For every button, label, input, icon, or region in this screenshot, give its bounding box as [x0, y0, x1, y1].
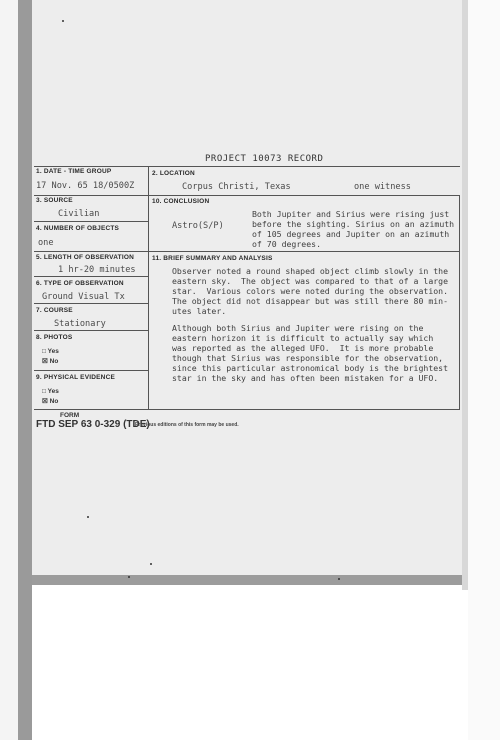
- scan-speck: [150, 563, 152, 565]
- evidence-no-option: [42, 397, 58, 405]
- conclusion-label: 10. CONCLUSION: [152, 198, 210, 205]
- form-rule: [34, 370, 148, 371]
- source-value: Civilian: [58, 209, 100, 219]
- evidence-yes-label: Yes: [47, 388, 59, 395]
- form-rule: [34, 221, 148, 222]
- photos-yes-option: [42, 348, 59, 355]
- type-value: Ground Visual Tx: [42, 292, 125, 302]
- scan-border-left: [18, 0, 32, 740]
- course-label: 7. COURSE: [36, 307, 73, 314]
- length-label: 5. LENGTH OF OBSERVATION: [36, 254, 134, 261]
- summary-paragraph-1: Observer noted a round shaped object climb slowly in the eastern sky. The object was compared to that of a large star. Various colors were noted during the observation. The object did not disappear but was still there 80 min- utes later.: [172, 266, 449, 316]
- scan-speck: [87, 516, 89, 518]
- course-value: Stationary: [54, 319, 106, 329]
- photos-yes-label: Yes: [47, 348, 59, 355]
- scan-margin-right: [468, 0, 500, 740]
- checkbox-checked-icon: ☒: [42, 358, 48, 365]
- form-rule: [34, 195, 460, 196]
- checkbox-checked-icon: ☒: [42, 398, 48, 405]
- scan-speck: [338, 578, 340, 580]
- photos-label: 8. PHOTOS: [36, 334, 73, 341]
- summary-paragraph-2: Although both Sirius and Jupiter were rising on the eastern horizon it is difficult to actually say which was reported as the alleged UFO. It is more probable though that Sirius was responsible for the observation, since this particular astronomical body is the brightest star in the sky and has often been mistaken for a UFO.: [172, 323, 449, 383]
- form-label: FORM: [60, 412, 80, 419]
- form-rule: [34, 166, 460, 167]
- scan-speck: [128, 576, 130, 578]
- objects-value: one: [38, 238, 54, 248]
- scan-border-bottom: [32, 575, 462, 585]
- checkbox-empty-icon: □: [42, 388, 46, 395]
- date-value: 17 Nov. 65 18/0500Z: [36, 181, 135, 191]
- form-divider: [148, 166, 149, 410]
- scan-speck: [62, 20, 64, 22]
- record-form: [34, 166, 460, 410]
- location-extra: one witness: [354, 182, 411, 192]
- evidence-yes-option: [42, 388, 59, 395]
- objects-label: 4. NUMBER OF OBJECTS: [36, 225, 120, 232]
- checkbox-empty-icon: □: [42, 348, 46, 355]
- form-rule: [34, 409, 460, 410]
- form-number: FTD SEP 63 0-329 (TDE): [36, 419, 150, 430]
- type-label: 6. TYPE OF OBSERVATION: [36, 280, 124, 287]
- photos-no-option: [42, 357, 58, 365]
- page-title: PROJECT 10073 RECORD: [205, 154, 324, 164]
- source-label: 3. SOURCE: [36, 197, 73, 204]
- summary-label: 11. BRIEF SUMMARY AND ANALYSIS: [152, 255, 273, 262]
- length-value: 1 hr-20 minutes: [58, 265, 136, 275]
- editions-note: Previous editions of this form may be used.: [135, 422, 239, 428]
- form-rule: [34, 330, 148, 331]
- location-value: Corpus Christi, Texas: [182, 182, 291, 192]
- conclusion-text: Both Jupiter and Sirius were rising just before the sighting. Sirius on an azimuth of 105 degrees and Jupiter on an azimuth of 70 degrees.: [252, 209, 455, 249]
- photos-no-label: No: [49, 358, 59, 365]
- form-rule: [34, 251, 460, 252]
- form-rule: [34, 276, 148, 277]
- conclusion-value: Astro(S/P): [172, 221, 224, 231]
- form-rule: [34, 303, 148, 304]
- scan-margin: [0, 0, 18, 740]
- date-label: 1. DATE - TIME GROUP: [36, 168, 112, 175]
- form-divider: [459, 195, 460, 410]
- location-label: 2. LOCATION: [152, 170, 195, 177]
- evidence-label: 9. PHYSICAL EVIDENCE: [36, 374, 116, 381]
- evidence-no-label: No: [49, 398, 59, 405]
